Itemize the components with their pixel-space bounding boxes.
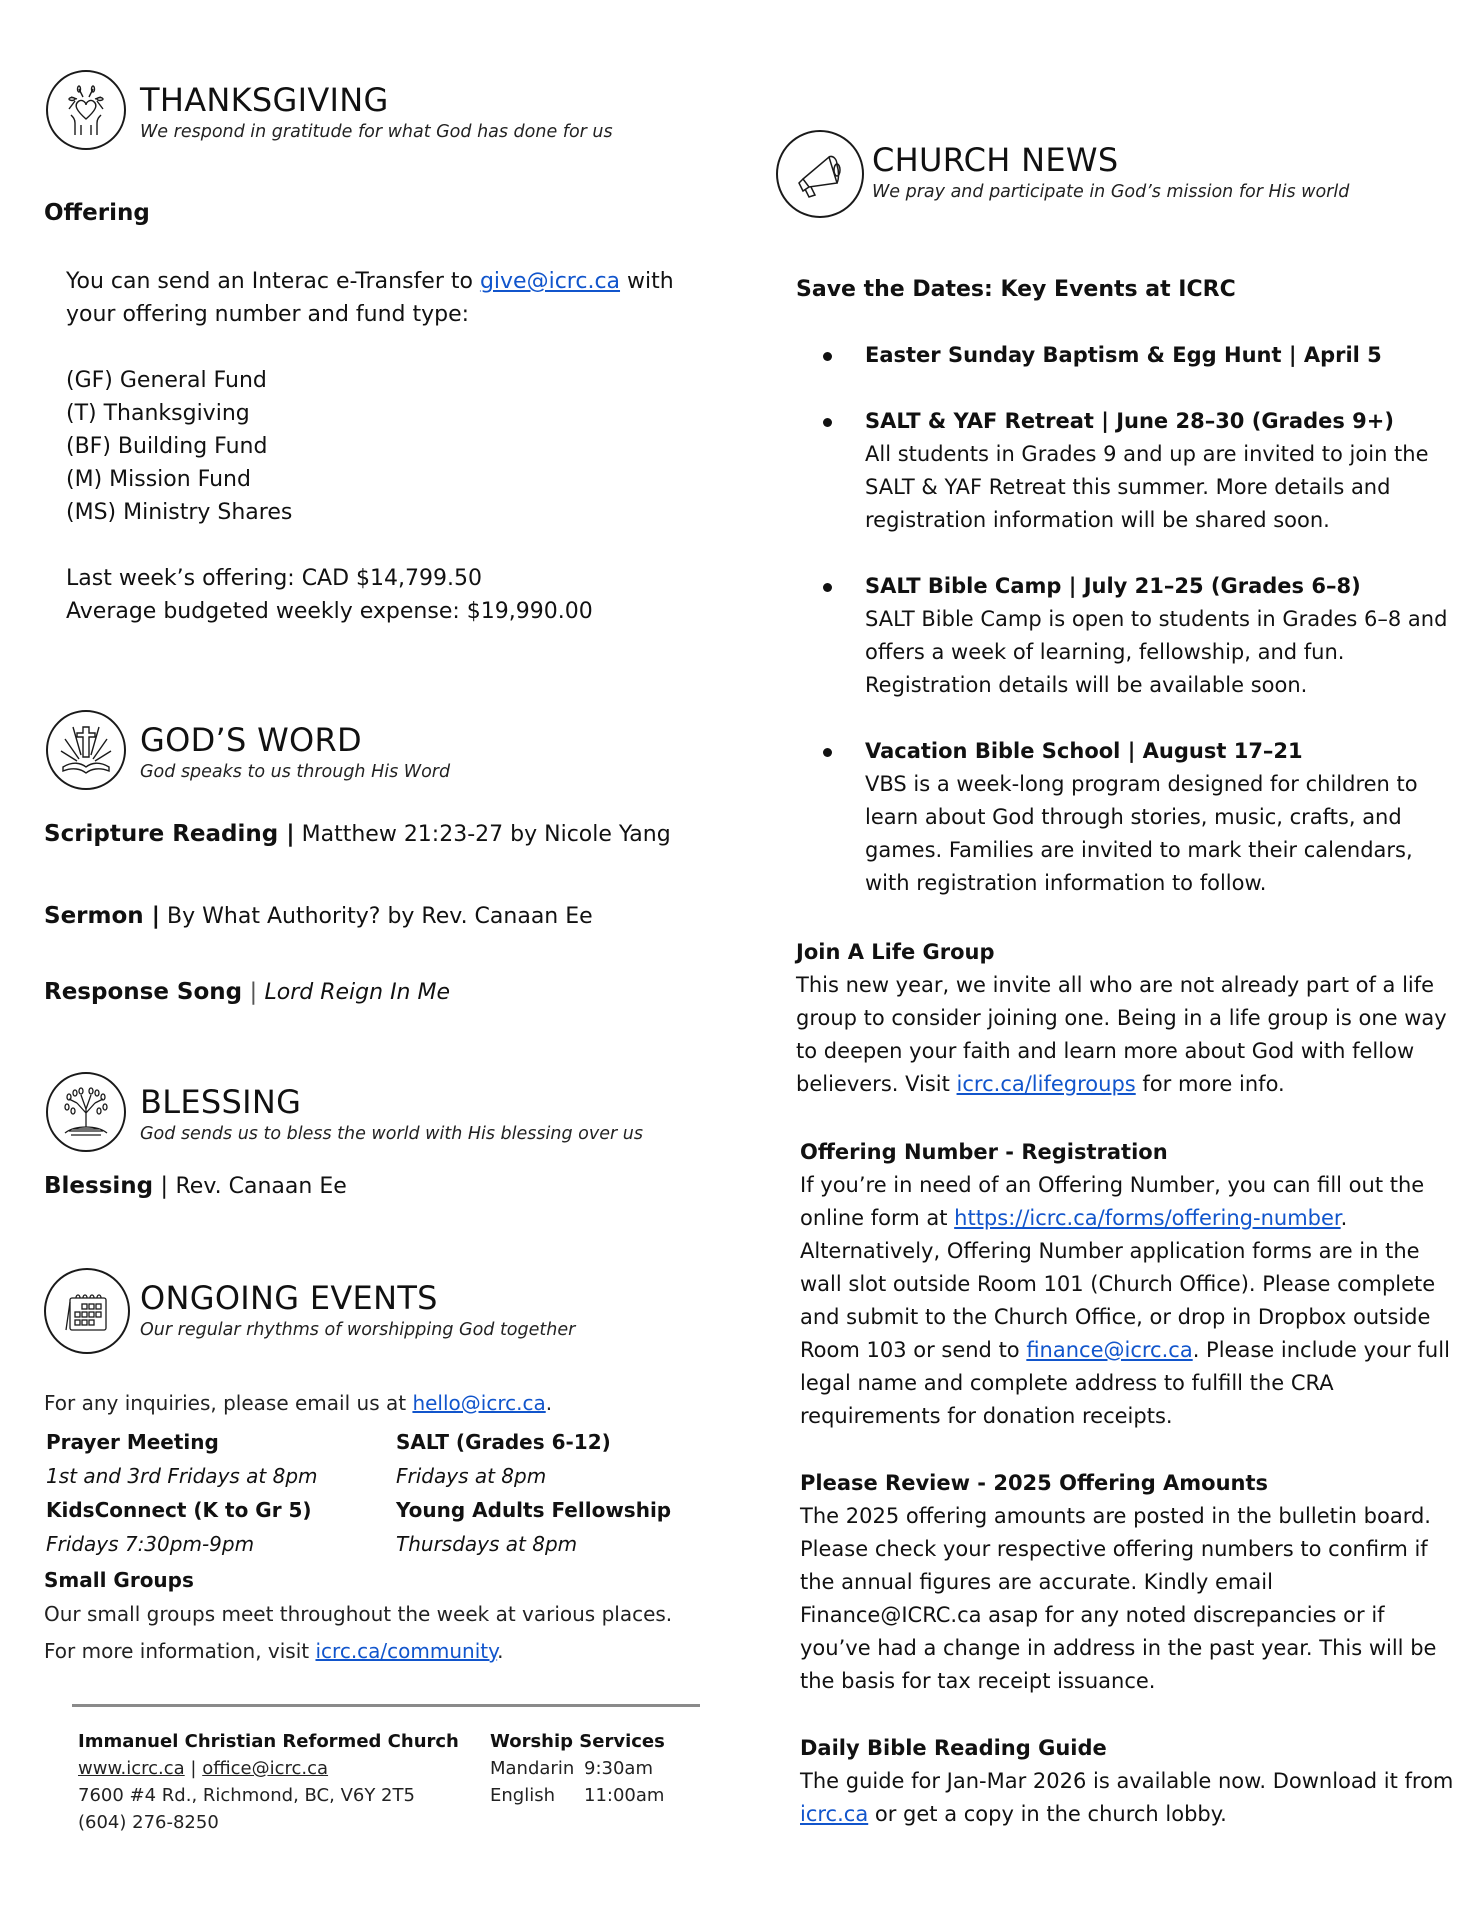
section-subtitle: God speaks to us through His Word [140,762,451,782]
section-title: GOD’S WORD [140,721,362,759]
scripture-value: Matthew 21:23-27 [294,822,511,847]
key-event-title: Vacation Bible School | August 17–21 [865,739,1303,763]
key-event-item [865,570,1455,702]
event-name: KidsConnect (K to Gr 5) [46,1498,312,1522]
response-song-line [44,976,450,1009]
blessing-section-header [46,1072,643,1152]
etransfer-instructions [66,265,706,331]
bullet-icon [823,418,832,427]
hands-heart-tree-icon [46,70,126,150]
sermon-title: By What Authority? [160,904,388,929]
key-event-item [865,405,1455,537]
section-subtitle: Our regular rhythms of worshipping God together [140,1320,576,1340]
tree-of-life-icon [46,1072,126,1152]
last-week-offering: Last week’s offering: CAD $14,799.50 [66,566,483,591]
etransfer-text: You can send an Interac e-Transfer to [66,269,480,294]
key-event-desc: VBS is a week-long program designed for children to learn about God through stories, music, crafts, and games. Families are invited to mark their calendars, with registration information to follow. [865,772,1418,895]
section-title: THANKSGIVING [140,81,389,119]
response-song-sep: | [242,979,265,1005]
avg-weekly-expense: Average budgeted weekly expense: $19,990.00 [66,599,593,624]
key-event-title: Easter Sunday Baptism & Egg Hunt | April 5 [865,343,1382,367]
section-title: CHURCH NEWS [872,141,1119,179]
response-song-title: Lord Reign In Me [264,980,451,1005]
service-time: 9:30am [584,1758,653,1779]
review-heading: Please Review - 2025 Offering Amounts [800,1471,1269,1495]
bullet-icon [823,583,832,592]
inquiry-text-post: . [545,1391,553,1415]
review-text: The 2025 offering amounts are posted in the bulletin board. Please check your respective offering numbers to confirm if the annual figures are accurate. Kindly email Finance@ICRC.ca asap for any noted discrepancies or if you’ve had a change in address in the past year. This will be the basis for tax receipt issuance. [800,1504,1437,1693]
fund-item: (M) Mission Fund [66,467,251,492]
key-event-title: SALT & YAF Retreat | June 28–30 (Grades 9+) [865,409,1394,433]
office-email-link[interactable]: office@icrc.ca [202,1758,329,1779]
offering-reg-text: If you’re in need of an Offering Number, you can fill out the online form at [800,1173,1425,1230]
inquiry-text: For any inquiries, please email us at [44,1391,413,1415]
small-groups-text [44,1596,694,1670]
megaphone-icon [776,130,864,218]
bullet-icon [823,748,832,757]
scripture-reader: by Nicole Yang [510,822,671,847]
small-groups-body: Our small groups meet throughout the week at various places. For more information, visit [44,1602,673,1663]
event-name: Young Adults Fellowship [396,1498,672,1522]
small-groups-post: . [497,1639,504,1663]
offering-reg-text-mid: . Alternatively, Offering Number application forms are in the wall slot outside Room 101 (Church Office). Please complete and submit to the Church Office, or drop in Dropbox outside Room 103 or send to [800,1206,1436,1362]
key-event-desc: All students in Grades 9 and up are invited to join the SALT & YAF Retreat this summer. More details and registration information will be shared soon. [865,442,1429,532]
life-group-post: for more info. [1135,1072,1285,1096]
key-events-list [865,339,1455,900]
service-time: 11:00am [584,1785,665,1806]
fund-item: (T) Thanksgiving [66,401,250,426]
event-name: SALT (Grades 6-12) [396,1430,611,1454]
bullet-icon [823,352,832,361]
blessing-minister: Rev. Canaan Ee [175,1174,347,1199]
contact-sep: | [184,1758,203,1779]
offering-registration-block [800,1136,1460,1433]
offering-reg-heading: Offering Number - Registration [800,1140,1168,1164]
scripture-reading-line [44,818,671,851]
section-title: ONGOING EVENTS [140,1279,438,1317]
service-lang: Mandarin [490,1758,575,1779]
ongoing-events-grid [46,1425,696,1561]
worship-services [490,1728,665,1809]
blessing-sep: | [153,1173,176,1199]
inquiry-line [44,1388,552,1418]
event-name: Prayer Meeting [46,1430,219,1454]
sermon-line [44,900,593,933]
church-contact [78,1728,459,1836]
finance-email-link[interactable]: finance@icrc.ca [1026,1338,1193,1362]
key-event-title: SALT Bible Camp | July 21–25 (Grades 6–8) [865,574,1361,598]
life-group-text: This new year, we invite all who are not already part of a life group to consider joining one. Being in a life group is one way to deepen your faith and learn more about God with fellow believers. Visit [796,973,1447,1096]
website-link[interactable]: www.icrc.ca [78,1758,185,1779]
scripture-label: Scripture Reading | [44,821,295,847]
event-time: Fridays 7:30pm-9pm [46,1532,255,1556]
gods-word-section-header [46,710,450,790]
ongoing-events-section-header [44,1268,575,1354]
life-group-heading: Join A Life Group [796,940,995,964]
offering-number-form-link[interactable]: https://icrc.ca/forms/offering-number [954,1206,1341,1230]
fund-item: (GF) General Fund [66,368,267,393]
offering-summary [66,562,593,628]
church-address: 7600 #4 Rd., Richmond, BC, V6Y 2T5 [78,1785,415,1806]
small-groups-heading: Small Groups [44,1568,194,1592]
blessing-label: Blessing [44,1173,154,1199]
life-group-block [796,936,1456,1101]
lifegroups-link[interactable]: icrc.ca/lifegroups [956,1072,1136,1096]
icrc-home-link[interactable]: icrc.ca [800,1802,869,1826]
section-subtitle: God sends us to bless the world with His blessing over us [140,1124,643,1144]
section-subtitle: We respond in gratitude for what God has done for us [140,122,613,142]
event-time: Fridays at 8pm [396,1464,547,1488]
section-title: BLESSING [140,1083,302,1121]
offering-heading: Offering [44,200,150,226]
bible-guide-post: or get a copy in the church lobby. [868,1802,1227,1826]
key-event-desc: SALT Bible Camp is open to students in Grades 6–8 and offers a week of learning, fellowship, and fun. Registration details will be available soon. [865,607,1448,697]
calendar-icon [44,1268,130,1354]
cross-bible-icon [46,710,126,790]
fund-list [66,364,292,529]
thanksgiving-section-header [46,70,613,150]
event-time: Thursdays at 8pm [396,1532,578,1556]
sermon-preacher: by Rev. Canaan Ee [387,904,593,929]
hello-email-link[interactable]: hello@icrc.ca [412,1391,546,1415]
event-time: 1st and 3rd Fridays at 8pm [46,1464,318,1488]
section-subtitle: We pray and participate in God’s mission for His world [872,182,1350,202]
church-name: Immanuel Christian Reformed Church [78,1731,459,1752]
key-event-item [865,339,1455,372]
give-email-link[interactable]: give@icrc.ca [479,269,621,294]
fund-item: (BF) Building Fund [66,434,268,459]
services-heading: Worship Services [490,1731,665,1752]
save-dates-heading: Save the Dates: Key Events at ICRC [796,277,1236,302]
etransfer-text-post: with [620,269,674,294]
footer-divider [72,1704,700,1707]
bible-guide-heading: Daily Bible Reading Guide [800,1736,1107,1760]
bible-guide-text: The guide for Jan-Mar 2026 is available now. Download it from [800,1769,1454,1793]
church-news-section-header [776,130,1349,218]
fund-item: (MS) Ministry Shares [66,500,293,525]
etransfer-text-line2: your offering number and fund type: [66,302,470,327]
blessing-line [44,1170,347,1203]
response-song-label: Response Song [44,979,243,1005]
service-lang: English [490,1785,555,1806]
community-link[interactable]: icrc.ca/community [315,1639,498,1663]
offering-review-block [800,1467,1460,1698]
church-phone: (604) 276-8250 [78,1812,219,1833]
sermon-label: Sermon | [44,903,161,929]
key-event-item [865,735,1455,900]
bible-guide-block [800,1732,1460,1831]
offering-reg-text-post: . Please include your full legal name and complete address to fulfill the CRA requirements for donation receipts. [800,1338,1450,1428]
